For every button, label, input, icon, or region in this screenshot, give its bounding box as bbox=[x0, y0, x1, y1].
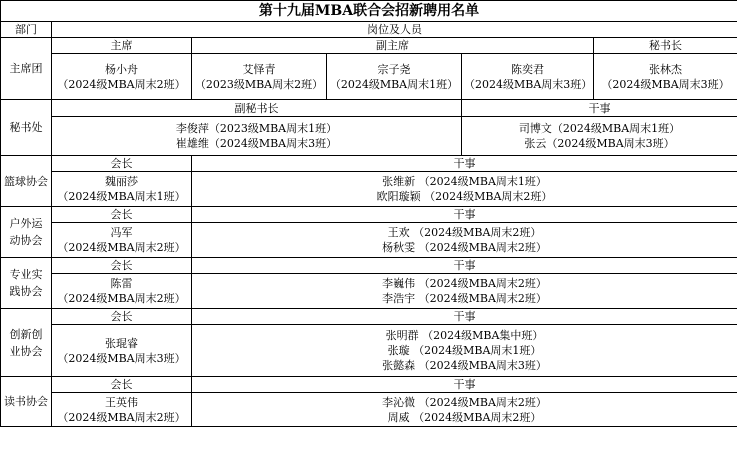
member-entry: 张云（2024级MBA周末3班） bbox=[524, 137, 675, 150]
assoc-president bbox=[52, 223, 192, 258]
assoc-president bbox=[52, 393, 192, 427]
role-staff: 干事 bbox=[192, 207, 737, 223]
role-secretary-general: 秘书长 bbox=[594, 38, 737, 54]
sheet-title: 第十九届MBA联合会招新聘用名单 bbox=[1, 1, 737, 22]
member-entry: 周威 （2024级MBA周末2班） bbox=[387, 410, 542, 424]
role-staff: 干事 bbox=[192, 309, 737, 325]
role-president: 会长 bbox=[52, 377, 192, 393]
assoc-member-row bbox=[1, 325, 737, 377]
member-name: 宗子尧 bbox=[377, 62, 411, 76]
role-vice-chair: 副主席 bbox=[192, 38, 594, 54]
role-president: 会长 bbox=[52, 309, 192, 325]
role-president: 会长 bbox=[52, 258, 192, 274]
role-staff: 干事 bbox=[462, 100, 737, 117]
assoc-staff bbox=[192, 172, 737, 207]
member-entry: 张璇 （2024级MBA周末1班） bbox=[387, 344, 542, 357]
member-entry: 王欢 （2024级MBA周末2班） bbox=[387, 226, 542, 239]
member-chair bbox=[52, 54, 192, 100]
member-class: （2024级MBA周末3班） bbox=[464, 77, 593, 91]
assoc-role-row bbox=[1, 207, 737, 223]
assoc-president bbox=[52, 274, 192, 309]
dept-label: 户外运 bbox=[9, 217, 43, 230]
member-name: 杨小舟 bbox=[105, 62, 138, 76]
role-staff: 干事 bbox=[192, 156, 737, 172]
member-entry: 欧阳璇颖 （2024级MBA周末2班） bbox=[376, 190, 553, 203]
assoc-member-row bbox=[1, 172, 737, 207]
member-secretary-general bbox=[594, 54, 737, 100]
member-class: （2024级MBA周末2班） bbox=[57, 410, 186, 424]
assoc-staff bbox=[192, 325, 737, 377]
header-positions: 岗位及人员 bbox=[52, 22, 737, 38]
member-entry: 崔雄维（2024级MBA周末3班） bbox=[175, 137, 338, 150]
secretariat-staff bbox=[462, 117, 737, 156]
dept-secretariat: 秘书处 bbox=[1, 100, 52, 156]
title-row bbox=[1, 1, 737, 22]
dept-label: 创新创 bbox=[9, 327, 43, 341]
member-class: （2024级MBA周末2班） bbox=[57, 292, 186, 305]
role-chair: 主席 bbox=[52, 38, 192, 54]
member-entry: 张明群 （2024级MBA集中班） bbox=[385, 329, 544, 342]
role-staff: 干事 bbox=[192, 258, 737, 274]
assoc-staff bbox=[192, 223, 737, 258]
secretariat-deputies bbox=[52, 117, 462, 156]
assoc-role-row bbox=[1, 309, 737, 325]
member-name: 张林杰 bbox=[649, 62, 682, 76]
member-class: （2024级MBA周末1班） bbox=[57, 190, 186, 203]
assoc-staff bbox=[192, 274, 737, 309]
member-entry: 李沁微 （2024级MBA周末2班） bbox=[382, 395, 547, 409]
member-name: 陈奕君 bbox=[511, 62, 544, 76]
presidium-role-row bbox=[1, 38, 737, 54]
member-entry: 司博文（2024级MBA周末1班） bbox=[518, 122, 681, 135]
member-class: （2024级MBA周末2班） bbox=[57, 77, 186, 91]
dept-association bbox=[1, 377, 52, 427]
member-name: 魏丽莎 bbox=[105, 175, 138, 188]
member-vice-chair bbox=[327, 54, 462, 100]
member-entry: 张懿森 （2024级MBA周末3班） bbox=[382, 359, 547, 372]
member-name: 冯军 bbox=[110, 226, 133, 239]
member-name: 张琨睿 bbox=[105, 336, 138, 350]
dept-association bbox=[1, 207, 52, 258]
assoc-role-row bbox=[1, 258, 737, 274]
header-dept: 部门 bbox=[1, 22, 52, 38]
member-name: 艾怿青 bbox=[242, 62, 276, 76]
member-class: （2024级MBA周末1班） bbox=[329, 77, 459, 91]
dept-association bbox=[1, 156, 52, 207]
role-president: 会长 bbox=[52, 156, 192, 172]
dept-label: 践协会 bbox=[9, 285, 43, 298]
dept-association bbox=[1, 258, 52, 309]
assoc-president bbox=[52, 325, 192, 377]
assoc-role-row bbox=[1, 377, 737, 393]
member-class: （2024级MBA周末3班） bbox=[601, 77, 730, 91]
member-vice-chair bbox=[192, 54, 327, 100]
member-entry: 杨秋雯 （2024级MBA周末2班） bbox=[382, 241, 547, 254]
header-row bbox=[1, 22, 737, 38]
member-name: 王英伟 bbox=[105, 395, 138, 409]
assoc-member-row bbox=[1, 393, 737, 427]
member-entry: 张维新 （2024级MBA周末1班） bbox=[382, 175, 547, 188]
dept-label: 篮球协会 bbox=[4, 174, 48, 188]
member-entry: 李俊萍（2023级MBA周末1班） bbox=[175, 122, 338, 135]
secretariat-member-row bbox=[1, 117, 737, 156]
assoc-member-row bbox=[1, 274, 737, 309]
assoc-role-row bbox=[1, 156, 737, 172]
assoc-staff bbox=[192, 393, 737, 427]
role-staff: 干事 bbox=[192, 377, 737, 393]
secretariat-role-row bbox=[1, 100, 737, 117]
dept-label: 动协会 bbox=[9, 234, 43, 247]
member-vice-chair bbox=[462, 54, 594, 100]
member-name: 陈雷 bbox=[110, 277, 133, 290]
dept-presidium: 主席团 bbox=[1, 38, 52, 100]
assoc-president bbox=[52, 172, 192, 207]
dept-association bbox=[1, 309, 52, 377]
member-entry: 李巍伟 （2024级MBA周末2班） bbox=[382, 277, 547, 290]
member-entry: 李浩宇 （2024级MBA周末2班） bbox=[382, 292, 547, 305]
member-class: （2024级MBA周末2班） bbox=[57, 241, 186, 254]
member-class: （2023级MBA周末2班） bbox=[194, 77, 324, 91]
dept-label: 专业实 bbox=[9, 268, 43, 281]
dept-label: 业协会 bbox=[9, 344, 43, 358]
member-class: （2024级MBA周末3班） bbox=[57, 351, 186, 365]
assoc-member-row bbox=[1, 223, 737, 258]
role-president: 会长 bbox=[52, 207, 192, 223]
role-deputy-secretary: 副秘书长 bbox=[52, 100, 462, 117]
presidium-member-row bbox=[1, 54, 737, 100]
dept-label: 读书协会 bbox=[4, 395, 48, 408]
